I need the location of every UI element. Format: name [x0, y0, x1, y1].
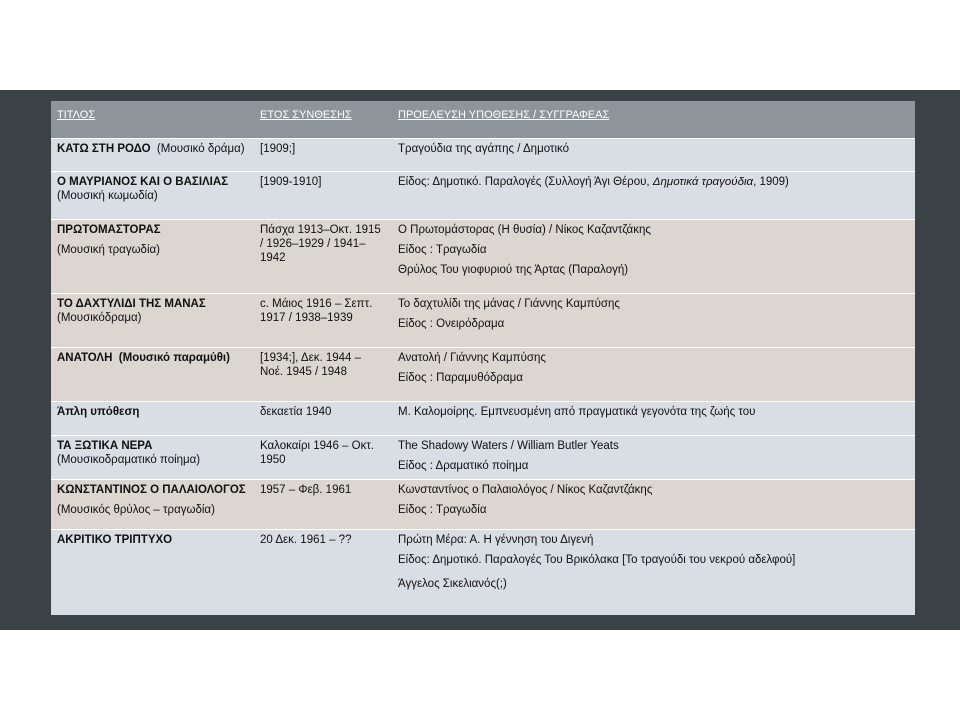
source-line: Είδος : Τραγωδία — [398, 244, 487, 256]
work-subtitle: (Μουσικό δράμα) — [156, 143, 245, 155]
source-line: Μ. Καλομοίρης. Εμπνευσμένη από πραγματικά γεγονότα της ζωής του — [398, 406, 756, 418]
source-line: Θρύλος Του γιοφυριού της Άρτας (Παραλογή) — [398, 264, 629, 276]
source-cell — [392, 348, 915, 402]
table-row — [51, 530, 915, 616]
source-line: Ανατολή / Γιάννης Καμπύσης — [398, 352, 546, 364]
table-row — [51, 172, 915, 220]
header-title: ΤΙΤΛΟΣ — [51, 101, 254, 139]
source-cell — [392, 436, 915, 480]
year-cell: 1957 – Φεβ. 1961 — [254, 480, 392, 530]
year-cell: 20 Δεκ. 1961 – ?? — [254, 530, 392, 616]
year-cell: [1934;], Δεκ. 1944 – Νοέ. 1945 / 1948 — [254, 348, 392, 402]
table-row — [51, 348, 915, 402]
year-cell: δεκαετία 1940 — [254, 402, 392, 436]
source-line: Ο Πρωτομάστορας (Η θυσία) / Νίκος Καζαντζάκης — [398, 224, 651, 236]
work-title: ΤΑ ΞΩΤΙΚΑ ΝΕΡΑ — [57, 440, 153, 452]
source-cell — [392, 530, 915, 616]
table-header-row — [51, 101, 915, 139]
title-cell — [51, 436, 254, 480]
work-title: ΤΟ ΔΑΧΤΥΛΙΔΙ ΤΗΣ ΜΑΝΑΣ — [57, 298, 206, 310]
source-cell — [392, 172, 915, 220]
title-cell — [51, 530, 254, 616]
title-cell — [51, 402, 254, 436]
work-title: ΑΚΡΙΤΙΚΟ ΤΡΙΠΤΥΧΟ — [57, 534, 173, 546]
title-cell — [51, 294, 254, 348]
source-cell — [392, 220, 915, 294]
source-line: Είδος : Τραγωδία — [398, 504, 487, 516]
source-line: The Shadowy Waters / William Butler Yeats — [398, 440, 619, 452]
source-line: Είδος : Παραμυθόδραμα — [398, 372, 523, 384]
title-cell — [51, 220, 254, 294]
work-subtitle: (Μουσικός θρύλος – τραγωδία) — [57, 504, 215, 516]
source-line: Άγγελος Σικελιανός(;) — [398, 578, 507, 590]
table-row — [51, 220, 915, 294]
source-line: Το δαχτυλίδι της μάνας / Γιάννης Καμπύσης — [398, 298, 620, 310]
title-cell — [51, 139, 254, 172]
year-cell: c. Μάιος 1916 – Σεπτ. 1917 / 1938–1939 — [254, 294, 392, 348]
work-title: ΚΑΤΩ ΣΤΗ ΡΟΔΟ — [57, 143, 151, 155]
year-cell: [1909-1910] — [254, 172, 392, 220]
source-line: Είδος : Ονειρόδραμα — [398, 318, 505, 330]
source-cell — [392, 139, 915, 172]
title-cell — [51, 172, 254, 220]
work-subtitle: (Μουσικό παραμύθι) — [118, 352, 230, 364]
table-row — [51, 436, 915, 480]
work-title: Άπλη υπόθεση — [57, 406, 140, 418]
table-row — [51, 480, 915, 530]
source-line: Είδος : Δραματικό ποίημα — [398, 460, 529, 472]
source-cell — [392, 402, 915, 436]
year-cell: Καλοκαίρι 1946 – Οκτ. 1950 — [254, 436, 392, 480]
source-italic: Δημοτικά τραγούδια — [652, 176, 754, 188]
work-title: ΠΡΩΤΟΜΑΣΤΟΡΑΣ — [57, 224, 161, 236]
work-subtitle: (Μουσικόδραμα) — [57, 312, 142, 324]
header-source: ΠΡΟΕΛΕΥΣΗ ΥΠΟΘΕΣΗΣ / ΣΥΓΓΡΑΦΕΑΣ — [392, 101, 915, 139]
source-line: Κωνσταντίνος ο Παλαιολόγος / Νίκος Καζαντζάκης — [398, 484, 653, 496]
work-title: Ο ΜΑΥΡΙΑΝΟΣ ΚΑΙ Ο ΒΑΣΙΛΙΑΣ — [57, 176, 229, 188]
source-line: Είδος: Δημοτικό. Παραλογές Του Βρικόλακα [Το τραγούδι του νεκρού αδελφού] — [398, 554, 796, 566]
title-cell — [51, 480, 254, 530]
source-cell — [392, 480, 915, 530]
year-cell: [1909;] — [254, 139, 392, 172]
table-row — [51, 139, 915, 172]
year-cell: Πάσχα 1913–Οκτ. 1915 / 1926–1929 / 1941–1942 — [254, 220, 392, 294]
source-cell — [392, 294, 915, 348]
source-line: Πρώτη Μέρα: Α. Η γέννηση του Διγενή — [398, 534, 594, 546]
work-subtitle: (Μουσική τραγωδία) — [57, 244, 160, 256]
work-subtitle: (Μουσικοδραματικό ποίημα) — [57, 454, 201, 466]
header-year: ΕΤΟΣ ΣΥΝΘΕΣΗΣ — [254, 101, 392, 139]
title-cell — [51, 348, 254, 402]
table-row — [51, 294, 915, 348]
works-table — [51, 101, 915, 615]
source-text-end: , 1909) — [753, 176, 789, 188]
work-title: ΚΩΝΣΤΑΝΤΙΝΟΣ Ο ΠΑΛΑΙΟΛΟΓΟΣ — [57, 484, 246, 496]
work-subtitle: (Μουσική κωμωδία) — [57, 190, 158, 202]
source-text: Είδος: Δημοτικό. Παραλογές (Συλλογή Άγι Θέρου, — [398, 176, 653, 188]
table-row — [51, 402, 915, 436]
work-title: ΑΝΑΤΟΛΗ — [57, 352, 113, 364]
source-line: Τραγούδια της αγάπης / Δημοτικό — [398, 143, 570, 155]
